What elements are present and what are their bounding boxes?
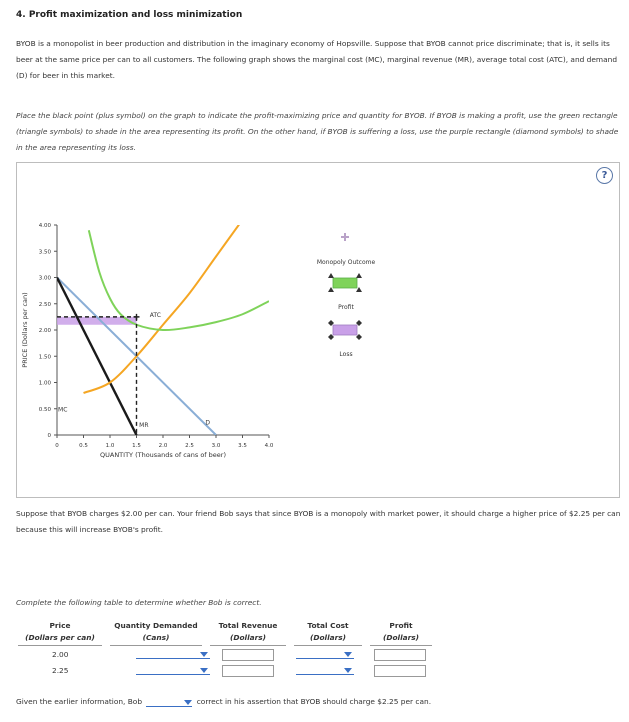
conclusion-sentence <box>16 697 431 707</box>
profit-input-row1[interactable] <box>374 649 426 661</box>
x-tick-label: 4.0 <box>264 443 274 449</box>
header-underline-price <box>18 645 102 646</box>
mc-label: MC <box>58 406 68 414</box>
chevron-down-icon <box>200 668 208 673</box>
y-tick-label: 1.50 <box>38 354 51 361</box>
atc-label: ATC <box>149 311 161 319</box>
y-tick-label: 2.50 <box>38 301 51 308</box>
x-axis-label: QUANTITY (Thousands of cans of beer) <box>100 451 226 459</box>
monopoly-chart[interactable] <box>17 163 619 497</box>
triangle-icon <box>328 273 334 278</box>
header-quantity: Quantity Demanded (Cans) <box>114 621 198 642</box>
help-icon[interactable]: ? <box>596 167 613 184</box>
y-tick-label: 0.50 <box>38 406 51 413</box>
x-tick-label: 2.5 <box>185 443 194 449</box>
quantity-dropdown-row2[interactable] <box>136 664 210 675</box>
scenario-text: Suppose that BYOB charges $2.00 per can. Your friend Bob says that since BYOB is a monopoly with market power, it should charge a higher price of $2.25 per can because this will increase BYOB's profit. <box>16 509 621 534</box>
header-underline-cost <box>294 645 362 646</box>
x-tick-label: 0.5 <box>79 443 88 449</box>
page-title: 4. Profit maximization and loss minimization <box>16 10 243 20</box>
legend-profit: Profit <box>338 304 354 311</box>
chevron-down-icon <box>200 652 208 657</box>
y-tick-label: 3.50 <box>38 249 51 256</box>
profit-legend-rect <box>333 278 357 288</box>
instructions-text: Place the black point (plus symbol) on the graph to indicate the profit-maximizing price and quantity for BYOB. If BYOB is making a profit, use the green rectangle (triangle symbols) to shade in the area representing its profit. On the other hand, if BYOB is suffering a loss, use the purple rectangle (diamond symbols) to shade in the area representing its loss. <box>16 111 619 152</box>
cost-dropdown-row1[interactable] <box>296 648 354 659</box>
x-tick-label: 1.0 <box>105 443 115 449</box>
revenue-input-row2[interactable] <box>222 665 274 677</box>
x-tick-label: 2.0 <box>158 443 168 449</box>
conclusion-before: Given the earlier information, Bob <box>16 697 143 706</box>
header-price: Price (Dollars per can) <box>25 621 95 642</box>
header-underline-revenue <box>210 645 286 646</box>
chevron-down-icon <box>184 700 192 705</box>
header-underline-quantity <box>110 645 202 646</box>
y-tick-label: 2.00 <box>38 328 51 334</box>
plus-icon <box>341 233 349 241</box>
d-label: D <box>205 419 211 427</box>
x-tick-label: 3.0 <box>211 443 221 449</box>
y-tick-label: 0 <box>47 433 51 439</box>
graph-panel <box>16 162 620 498</box>
marginal-revenue-curve <box>57 278 137 436</box>
header-revenue: Total Revenue (Dollars) <box>218 621 278 642</box>
average-total-cost-curve <box>89 230 269 330</box>
x-tick-label: 0 <box>55 443 59 449</box>
y-tick-label: 4.00 <box>38 223 51 229</box>
quantity-dropdown-row1[interactable] <box>136 648 210 659</box>
revenue-input-row1[interactable] <box>222 649 274 661</box>
y-axis-label: PRICE (Dollars per can) <box>21 292 29 368</box>
profit-input-row2[interactable] <box>374 665 426 677</box>
cost-dropdown-row2[interactable] <box>296 664 354 675</box>
marginal-cost-curve <box>84 220 243 393</box>
y-tick-label: 3.00 <box>38 275 51 282</box>
table-prompt: Complete the following table to determine whether Bob is correct. <box>16 598 262 607</box>
conclusion-after: correct in his assertion that BYOB should charge $2.25 per can. <box>196 697 432 706</box>
chevron-down-icon <box>344 652 352 657</box>
intro-text: BYOB is a monopolist in beer production and distribution in the imaginary economy of Hopsville. Suppose that BYOB cannot price discriminate; that is, it sells its beer at the same price per can to all customers. The following graph shows the marginal cost (MC), marginal revenue (MR), average total cost (ATC), and demand (D) for beer in this market. <box>16 39 618 80</box>
header-profit: Profit (Dollars) <box>382 621 420 642</box>
header-cost: Total Cost (Dollars) <box>307 621 349 642</box>
triangle-icon <box>356 273 362 278</box>
header-underline-profit <box>370 645 432 646</box>
legend-monopoly-outcome: Monopoly Outcome <box>316 259 376 266</box>
chevron-down-icon <box>344 668 352 673</box>
legend-loss: Loss <box>339 351 353 358</box>
x-tick-label: 1.5 <box>132 443 141 449</box>
x-tick-label: 3.5 <box>238 443 247 449</box>
row-price: 2.00 <box>52 650 69 659</box>
mr-label: MR <box>139 422 149 430</box>
conclusion-dropdown[interactable] <box>146 697 192 707</box>
loss-legend-rect <box>333 325 357 335</box>
y-tick-label: 1.00 <box>38 380 51 387</box>
row-price: 2.25 <box>52 666 69 675</box>
